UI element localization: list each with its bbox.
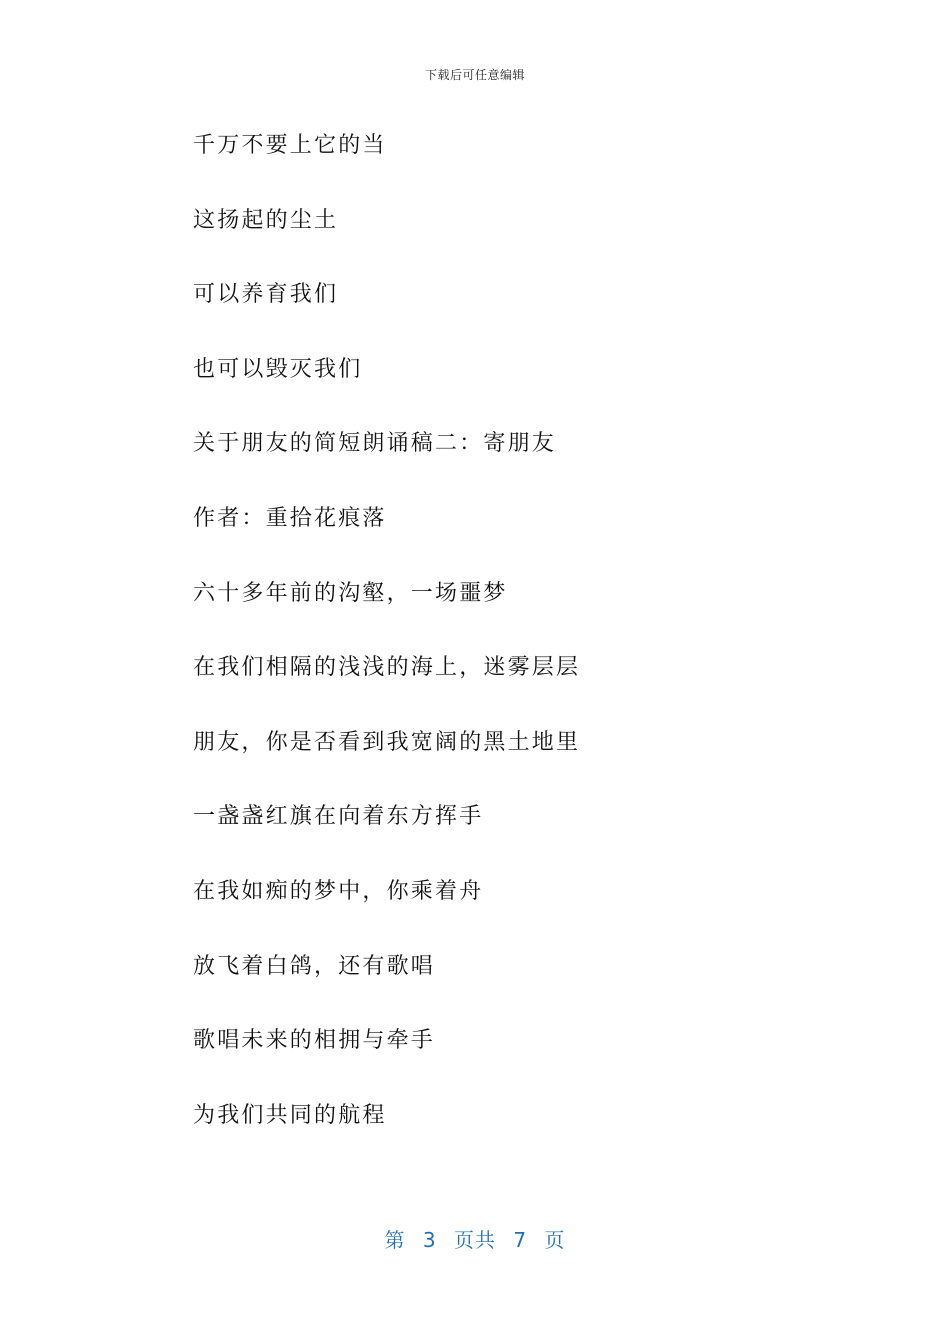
text-line: 放飞着白鸽，还有歌唱 (193, 953, 436, 979)
text-line: 在我们相隔的浅浅的海上，迷雾层层 (193, 655, 581, 681)
text-line: 歌唱未来的相拥与牵手 (193, 1028, 436, 1054)
page-number-footer (0, 1224, 950, 1253)
text-line: 在我如痴的梦中，你乘着舟 (193, 878, 484, 904)
text-line: 为我们共同的航程 (193, 1102, 387, 1128)
section-heading: 关于朋友的简短朗诵稿二：寄朋友 (193, 431, 557, 457)
author-line: 作者：重拾花痕落 (193, 505, 387, 531)
text-line: 六十多年前的沟壑，一场噩梦 (193, 580, 508, 606)
text-line: 朋友，你是否看到我宽阔的黑土地里 (193, 729, 581, 755)
text-line: 千万不要上它的当 (193, 133, 387, 158)
text-line: 一盏盏红旗在向着东方挥手 (193, 804, 484, 830)
text-line: 可以养育我们 (193, 282, 339, 308)
text-line: 这扬起的尘土 (193, 207, 339, 233)
document-body (193, 124, 813, 1168)
page-number-label: 第 3 页共 7 页 (384, 1228, 566, 1252)
page-header: 下载后可任意编辑 (424, 68, 525, 82)
text-line: 也可以毁灭我们 (193, 356, 363, 382)
